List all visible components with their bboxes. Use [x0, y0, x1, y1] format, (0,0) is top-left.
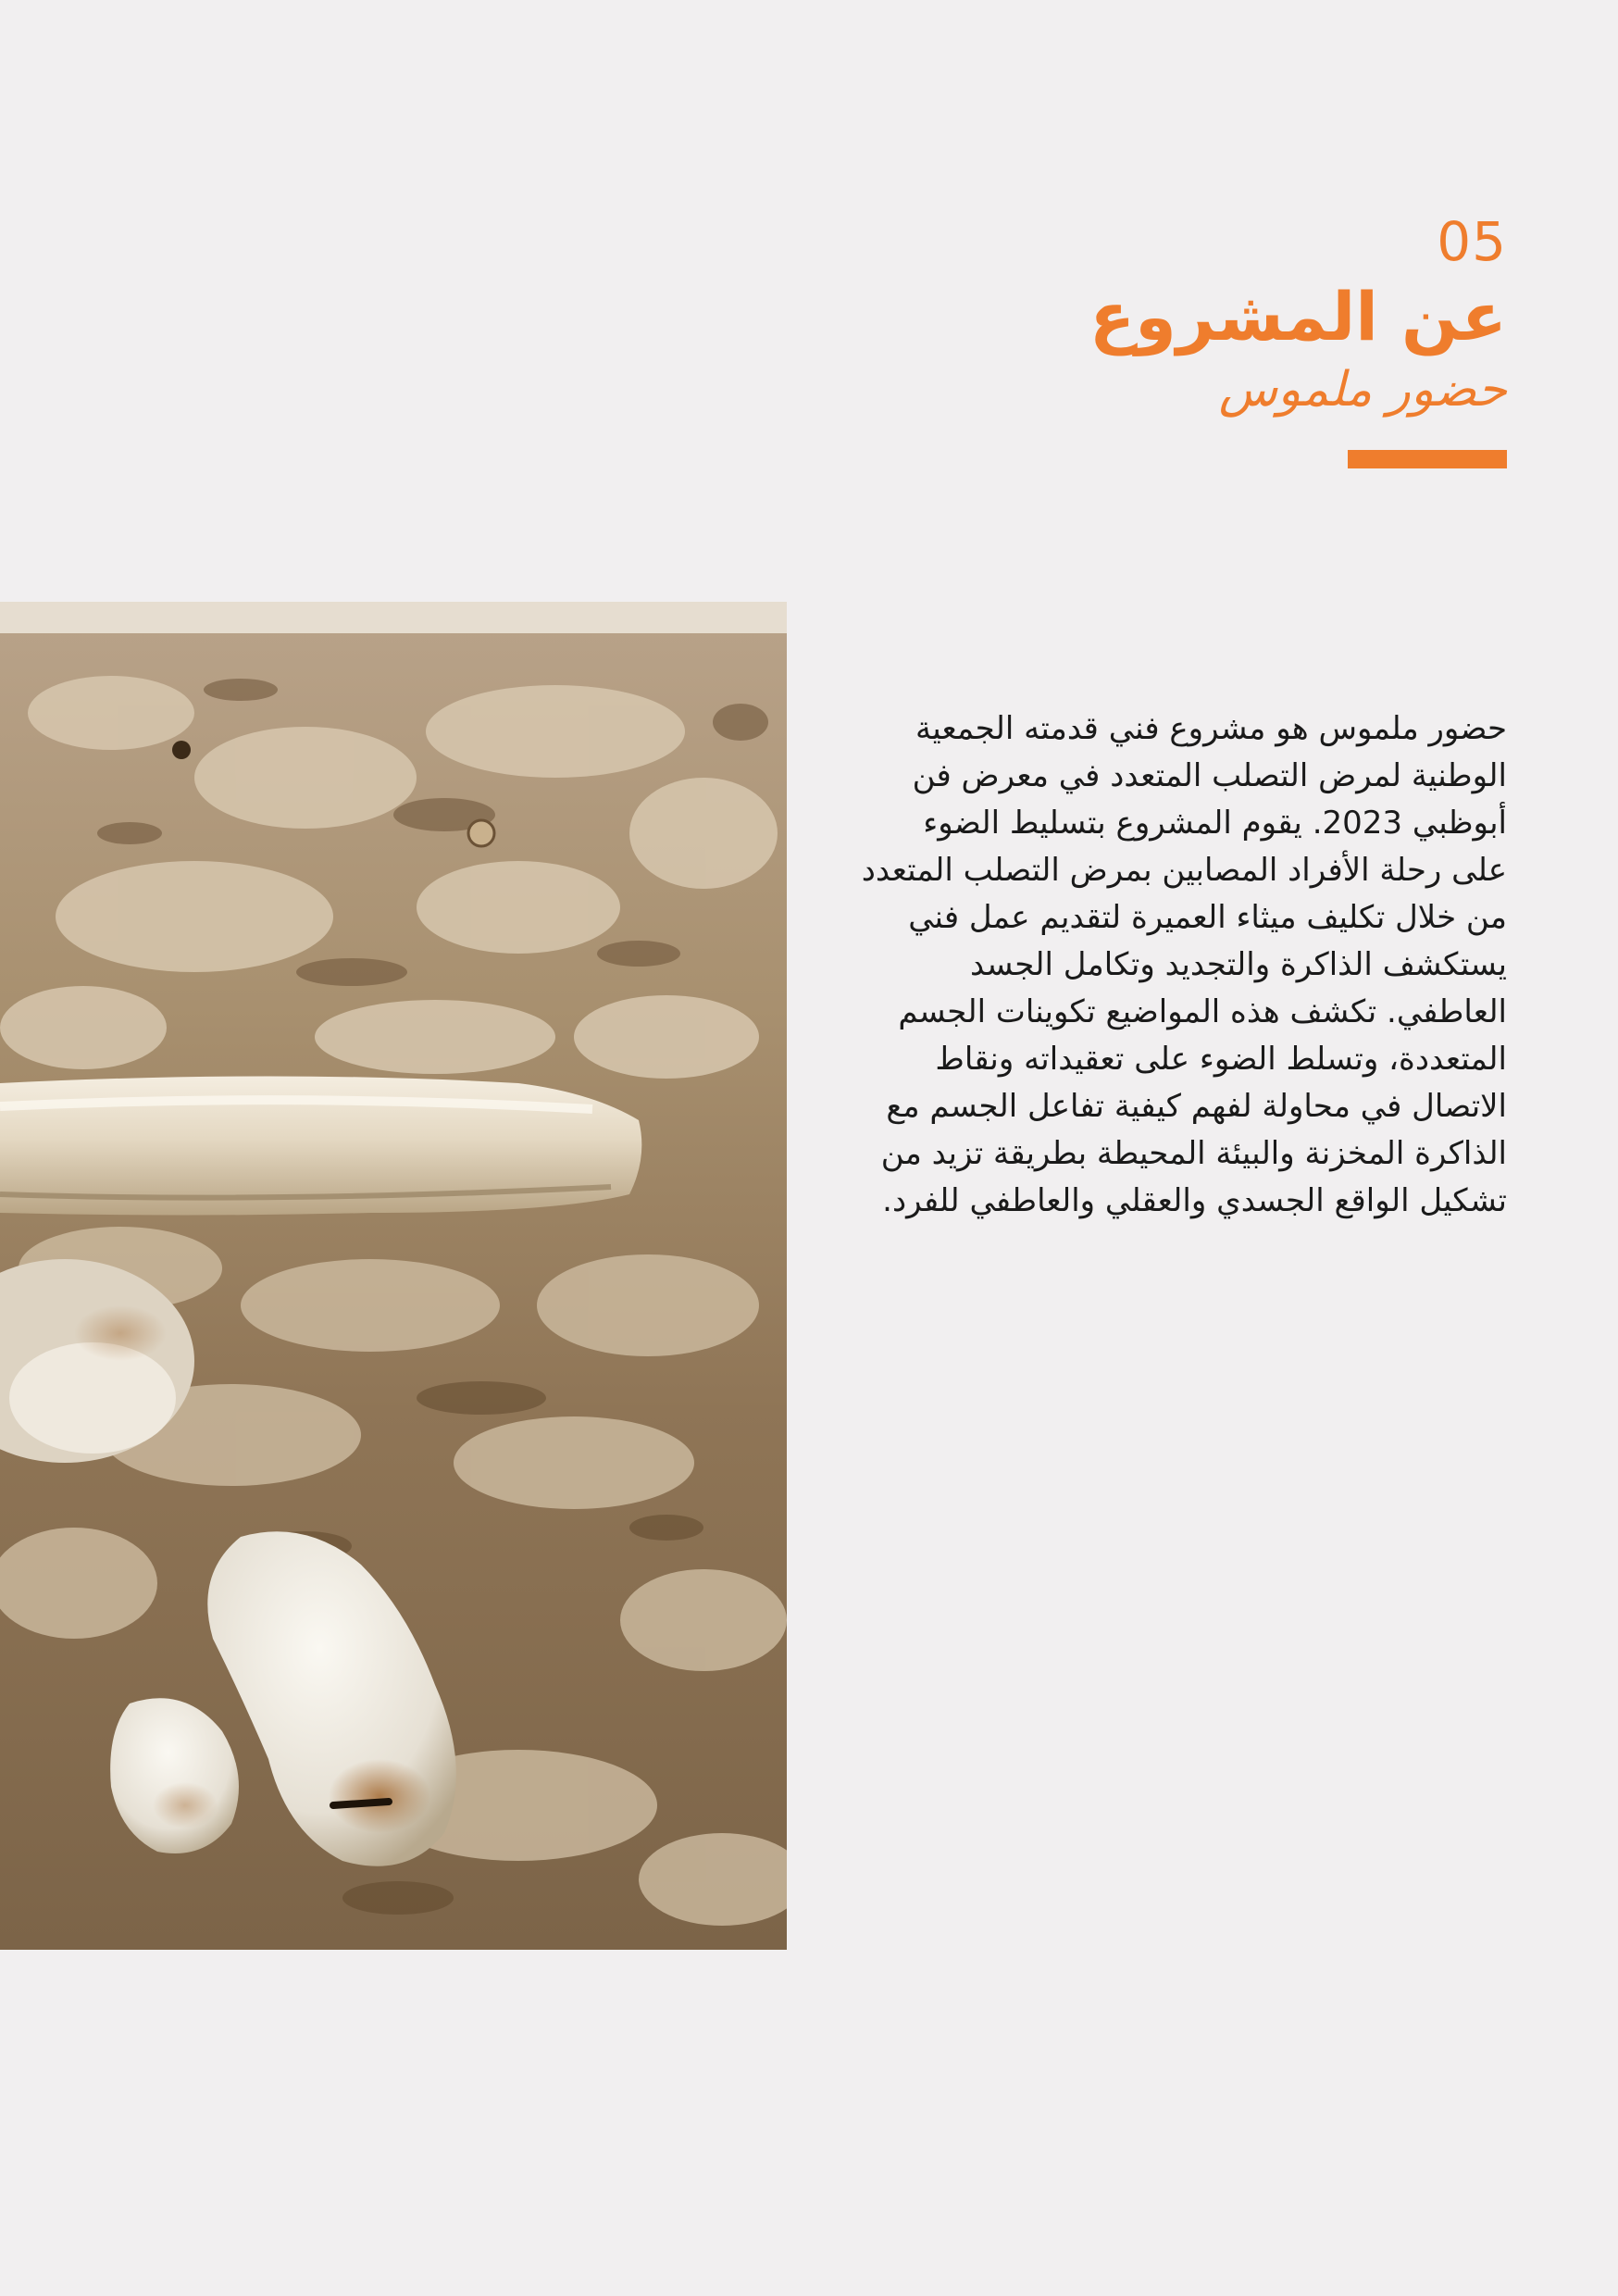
page-subtitle: حضور ملموس [1218, 362, 1507, 418]
section-header [859, 210, 1507, 420]
description-paragraph: حضور ملموس هو مشروع فني قدمته الجمعية الوطنية لمرض التصلب المتعدد في معرض فن أبوظبي 2023. يقوم المشروع بتسليط الضوء على رحلة الأفراد المصابين بمرض التصلب المتعدد من خلال تكليف ميثاء العميرة لتقديم عمل فني يستكشف الذاكرة والتجديد وتكامل الجسد العاطفي. تكشف هذه المواضيع تكوينات الجسم المتعددة، وتسلط الضوء على تعقيداته ونقاط الاتصال في محاولة لفهم كيفية تفاعل الجسم مع الذاكرة المخزنة والبيئة المحيطة بطريقة تزيد من تشكيل الواقع الجسدي والعقلي والعاطفي للفرد. [861, 710, 1507, 1219]
section-number: 05 [1437, 210, 1507, 273]
accent-bar [1348, 450, 1507, 468]
project-photo [0, 602, 787, 1950]
project-description [859, 705, 1507, 1225]
page-title: عن المشروع [1089, 278, 1507, 356]
